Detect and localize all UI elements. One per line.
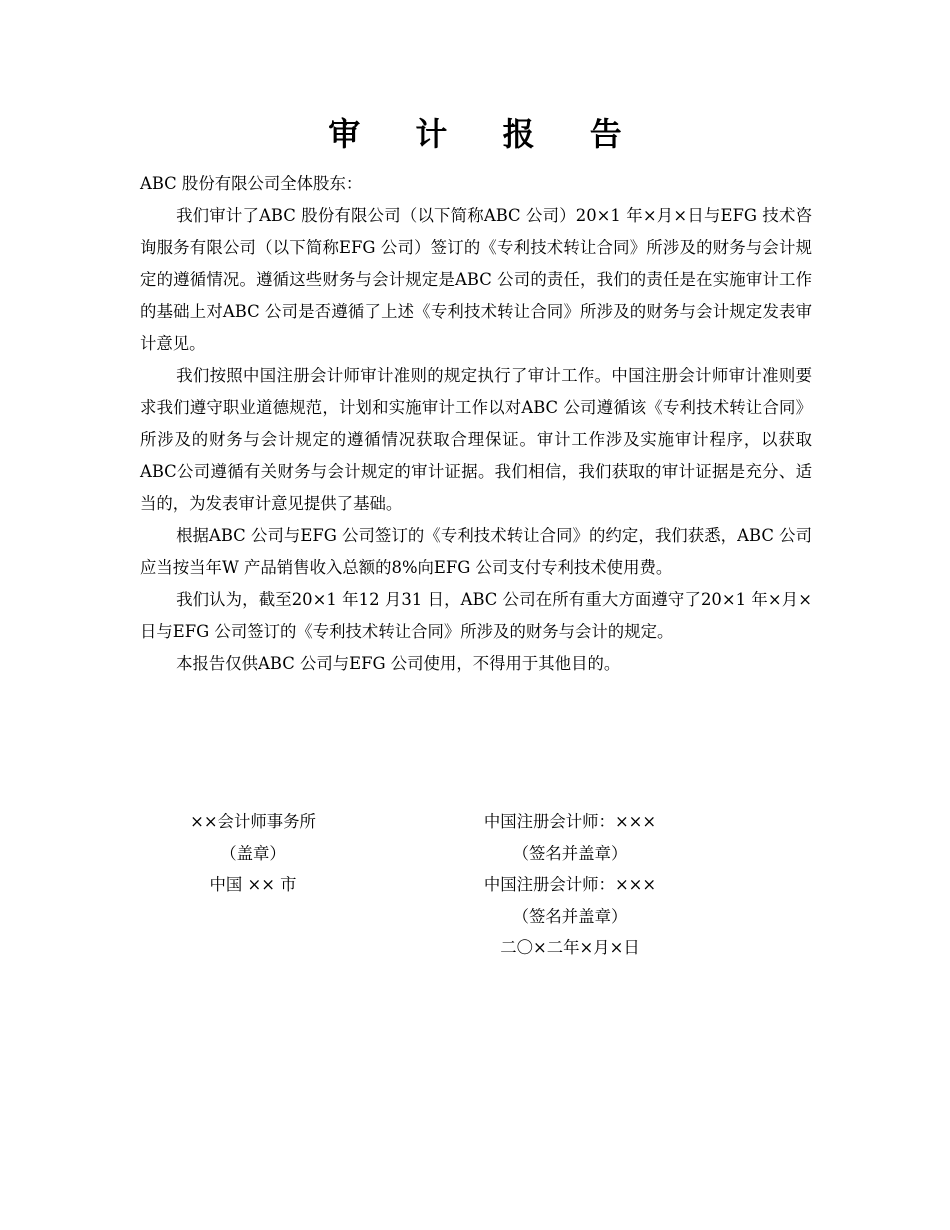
firm-signature-block — [160, 806, 346, 901]
paragraph-scope: 我们审计了ABC 股份有限公司（以下简称ABC 公司）20×1 年×月×日与EFG 技术咨询服务有限公司（以下简称EFG 公司）签订的《专利技术转让合同》所涉及的财务与会计规定的遵循情况。遵循这些财务与会计规定是ABC 公司的责任，我们的责任是在实施审计工作的基础上对ABC 公司是否遵循了上述《专利技术转让合同》所涉及的财务与会计规定发表审计意见。 — [140, 206, 812, 353]
cpa-signature-block — [440, 806, 700, 964]
firm-name: ××会计师事务所 — [190, 812, 316, 831]
cpa1-sign-note: （签名并盖章） — [512, 843, 628, 863]
report-body — [140, 168, 812, 680]
cpa2-label: 中国注册会计师：××× — [483, 875, 657, 894]
paragraph-standards: 我们按照中国注册会计师审计准则的规定执行了审计工作。中国注册会计师审计准则要求我们遵守职业道德规范，计划和实施审计工作以对ABC 公司遵循该《专利技术转让合同》所涉及的财务与会计规定的遵循情况获取合理保证。审计工作涉及实施审计程序，以获取ABC公司遵循有关财务与会计规定的审计证据。我们相信，我们获取的审计证据是充分、适当的，为发表审计意见提供了基础。 — [140, 366, 812, 513]
firm-seal-note: （盖章） — [220, 843, 286, 863]
cpa2-sign-note: （签名并盖章） — [512, 906, 628, 926]
cpa1-label: 中国注册会计师：××× — [483, 812, 657, 831]
firm-location: 中国 ×× 市 — [209, 875, 297, 894]
paragraph-use-restriction: 本报告仅供ABC 公司与EFG 公司使用，不得用于其他目的。 — [176, 654, 621, 673]
paragraph-opinion: 我们认为，截至20×1 年12 月31 日，ABC 公司在所有重大方面遵守了20×1 年×月×日与EFG 公司签订的《专利技术转让合同》所涉及的财务与会计的规定。 — [140, 590, 812, 641]
report-date: 二〇×二年×月×日 — [500, 938, 640, 957]
paragraph-contract-terms: 根据ABC 公司与EFG 公司签订的《专利技术转让合同》的约定，我们获悉，ABC 公司应当按当年W 产品销售收入总额的8%向EFG 公司支付专利技术使用费。 — [140, 526, 812, 577]
salutation: ABC 股份有限公司全体股东： — [140, 174, 363, 193]
report-title: 审 计 报 告 — [328, 115, 644, 153]
